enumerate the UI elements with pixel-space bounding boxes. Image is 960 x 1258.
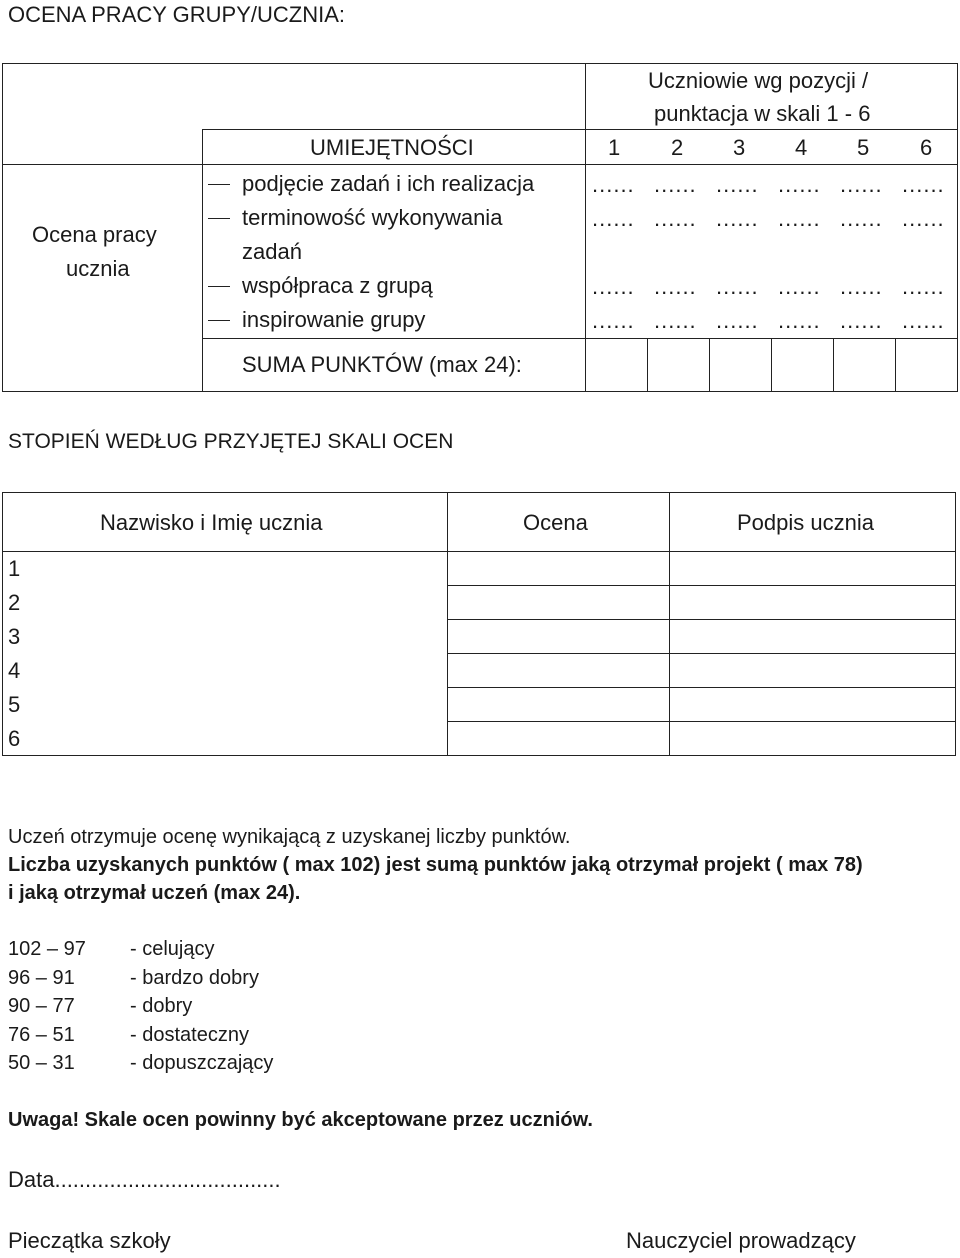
score-dots-r1-c6: ...... bbox=[902, 172, 945, 197]
score-dots-r4-c6: ...... bbox=[902, 308, 945, 333]
header-students-line2: punktacja w skali 1 - 6 bbox=[654, 101, 871, 126]
grade-range-4: 76 – 51 bbox=[8, 1024, 75, 1046]
score-dots-r4-c1: ...... bbox=[592, 308, 635, 333]
score-dots-r4-c4: ...... bbox=[778, 308, 821, 333]
score-dots-r1-c4: ...... bbox=[778, 172, 821, 197]
score-dots-r2-c1: ...... bbox=[592, 206, 635, 231]
skill-item-2: terminowość wykonywania bbox=[242, 205, 503, 230]
grade-range-2: 96 – 91 bbox=[8, 967, 75, 989]
date-field: Data..................................... bbox=[8, 1167, 281, 1192]
column-header-5: 5 bbox=[857, 135, 870, 160]
note-line-2: Liczba uzyskanych punktów ( max 102) jest sumą punktów jaką otrzymał projekt ( max 78) bbox=[8, 854, 863, 876]
skill-item-1: podjęcie zadań i ich realizacja bbox=[242, 171, 535, 196]
column-header-4: 4 bbox=[795, 135, 808, 160]
dash-icon bbox=[208, 184, 230, 185]
score-dots-r1-c2: ...... bbox=[654, 172, 697, 197]
column-header-2: 2 bbox=[671, 135, 684, 160]
column-signature: Podpis ucznia bbox=[737, 510, 874, 535]
grade-label-2: - bardzo dobry bbox=[130, 967, 259, 989]
grade-range-3: 90 – 77 bbox=[8, 995, 75, 1017]
column-header-1: 1 bbox=[608, 135, 621, 160]
dash-icon bbox=[208, 286, 230, 287]
warning-text: Uwaga! Skale ocen powinny być akceptowane przez uczniów. bbox=[8, 1109, 593, 1131]
score-dots-r2-c5: ...... bbox=[840, 206, 883, 231]
row-label-line2: ucznia bbox=[66, 256, 130, 281]
skill-item-4: inspirowanie grupy bbox=[242, 307, 426, 332]
score-dots-r1-c3: ...... bbox=[716, 172, 759, 197]
row-number-3: 3 bbox=[8, 624, 21, 649]
column-header-6: 6 bbox=[920, 135, 933, 160]
score-dots-r4-c2: ...... bbox=[654, 308, 697, 333]
score-dots-r3-c5: ...... bbox=[840, 274, 883, 299]
score-dots-r2-c2: ...... bbox=[654, 206, 697, 231]
score-dots-r2-c4: ...... bbox=[778, 206, 821, 231]
row-label-line1: Ocena pracy bbox=[32, 222, 157, 247]
score-dots-r4-c3: ...... bbox=[716, 308, 759, 333]
score-dots-r3-c6: ...... bbox=[902, 274, 945, 299]
row-number-4: 4 bbox=[8, 658, 21, 683]
skills-header: UMIEJĘTNOŚCI bbox=[310, 135, 474, 160]
school-stamp-label: Pieczątka szkoły bbox=[8, 1228, 171, 1253]
column-grade: Ocena bbox=[523, 510, 588, 535]
teacher-label: Nauczyciel prowadzący bbox=[626, 1228, 856, 1253]
score-dots-r2-c6: ...... bbox=[902, 206, 945, 231]
skill-item-3: współpraca z grupą bbox=[242, 273, 433, 298]
dash-icon bbox=[208, 218, 230, 219]
row-number-2: 2 bbox=[8, 590, 21, 615]
score-dots-r3-c4: ...... bbox=[778, 274, 821, 299]
scale-title: STOPIEŃ WEDŁUG PRZYJĘTEJ SKALI OCEN bbox=[8, 430, 454, 453]
score-dots-r3-c3: ...... bbox=[716, 274, 759, 299]
row-number-5: 5 bbox=[8, 692, 21, 717]
row-number-1: 1 bbox=[8, 556, 21, 581]
score-dots-r2-c3: ...... bbox=[716, 206, 759, 231]
dash-icon bbox=[208, 320, 230, 321]
column-name: Nazwisko i Imię ucznia bbox=[100, 510, 323, 535]
sum-label: SUMA PUNKTÓW (max 24): bbox=[242, 352, 522, 377]
note-line-1: Uczeń otrzymuje ocenę wynikającą z uzyskanej liczby punktów. bbox=[8, 826, 571, 848]
note-line-3: i jaką otrzymał uczeń (max 24). bbox=[8, 882, 301, 904]
score-dots-r3-c1: ...... bbox=[592, 274, 635, 299]
skill-item-2-continued: zadań bbox=[242, 239, 302, 264]
grade-range-5: 50 – 31 bbox=[8, 1052, 75, 1074]
grade-label-3: - dobry bbox=[130, 995, 193, 1017]
grade-label-4: - dostateczny bbox=[130, 1024, 249, 1046]
score-dots-r1-c5: ...... bbox=[840, 172, 883, 197]
grade-range-1: 102 – 97 bbox=[8, 938, 86, 960]
score-dots-r4-c5: ...... bbox=[840, 308, 883, 333]
score-dots-r3-c2: ...... bbox=[654, 274, 697, 299]
grade-label-1: - celujący bbox=[130, 938, 215, 960]
grade-label-5: - dopuszczający bbox=[130, 1052, 274, 1074]
header-students-line1: Uczniowie wg pozycji / bbox=[648, 68, 869, 93]
column-header-3: 3 bbox=[733, 135, 746, 160]
page-title: OCENA PRACY GRUPY/UCZNIA: bbox=[8, 2, 345, 27]
score-dots-r1-c1: ...... bbox=[592, 172, 635, 197]
row-number-6: 6 bbox=[8, 726, 21, 751]
